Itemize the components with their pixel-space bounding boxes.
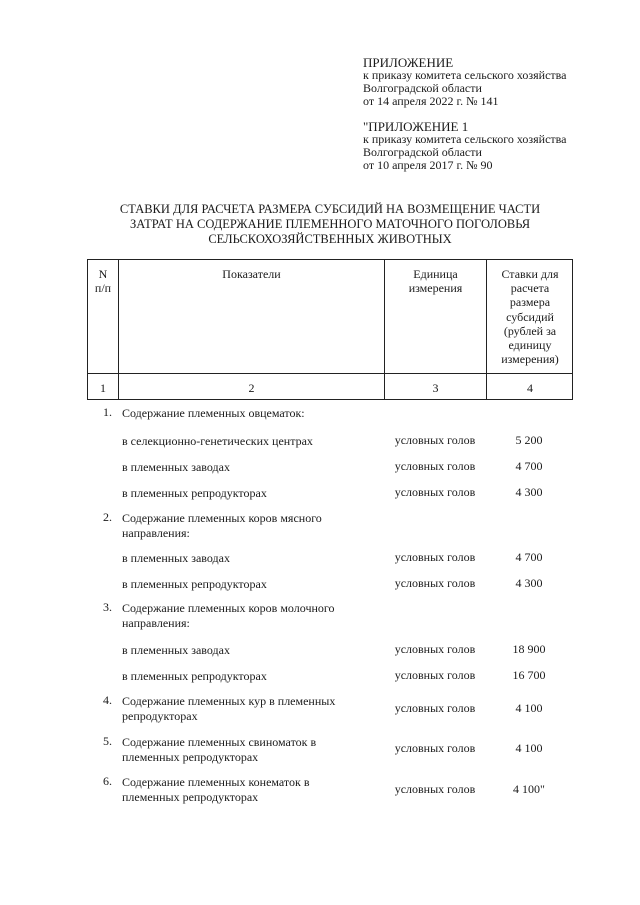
header-col-rate: Ставки для расчета размера субсидий (рублей за единицу измерения)	[501, 267, 559, 367]
row-indicator: Содержание племенных кур в племенных репродукторах	[122, 694, 336, 723]
row-indicator: в племенных репродукторах	[122, 669, 267, 683]
document-title	[80, 202, 580, 247]
row-number: 6.	[103, 774, 112, 788]
row-indicator: в племенных репродукторах	[122, 486, 267, 500]
row-indicator: в племенных репродукторах	[122, 577, 267, 591]
row-unit: условных голов	[394, 576, 476, 590]
row-indicator: в племенных заводах	[122, 643, 230, 657]
approval-title: ПРИЛОЖЕНИЕ	[363, 55, 454, 70]
row-indicator: в племенных заводах	[122, 460, 230, 474]
row-unit: условных голов	[394, 550, 476, 564]
approval-header	[363, 56, 567, 108]
row-value: 4 100	[515, 701, 543, 715]
column-number: 1	[100, 381, 106, 395]
appendix-line: к приказу комитета сельского хозяйства	[363, 132, 567, 146]
row-number: 4.	[103, 693, 112, 707]
row-indicator: Содержание племенных коров молочного направления:	[122, 601, 335, 630]
row-value: 4 100	[515, 741, 543, 755]
row-indicator: в племенных заводах	[122, 551, 230, 565]
table-header	[87, 259, 573, 400]
row-value: 16 700	[512, 668, 546, 682]
row-indicator: Содержание племенных конематок в племенных репродукторах	[122, 775, 310, 804]
title-line: ЗАТРАТ НА СОДЕРЖАНИЕ ПЛЕМЕННОГО МАТОЧНОГО ПОГОЛОВЬЯ	[129, 217, 531, 231]
column-number: 4	[527, 381, 533, 395]
row-value: 4 700	[515, 459, 543, 473]
appendix-line: Волгоградской области	[363, 145, 482, 159]
approval-date: от 14 апреля 2022 г. № 141	[363, 94, 499, 108]
header-col-unit: Единица измерения	[408, 267, 463, 295]
row-value: 4 100"	[513, 782, 545, 796]
row-number: 2.	[103, 510, 112, 524]
row-value: 4 700	[515, 550, 543, 564]
row-unit: условных голов	[394, 433, 476, 447]
header-col-indicators: Показатели	[222, 267, 281, 281]
row-unit: условных голов	[394, 459, 476, 473]
row-indicator: Содержание племенных свиноматок в племенных репродукторах	[122, 735, 317, 764]
row-indicator: Содержание племенных овцематок:	[122, 406, 305, 420]
column-number: 3	[432, 381, 439, 395]
row-unit: условных голов	[394, 741, 476, 755]
row-number: 5.	[103, 734, 112, 748]
column-number: 2	[248, 381, 255, 395]
row-value: 18 900	[512, 642, 546, 656]
row-unit: условных голов	[394, 485, 476, 499]
row-number: 3.	[103, 600, 112, 614]
row-value: 4 300	[515, 576, 543, 590]
approval-line: Волгоградской области	[363, 81, 482, 95]
header-col-num: N п/п	[94, 267, 112, 295]
appendix-date: от 10 апреля 2017 г. № 90	[363, 158, 493, 172]
title-line: СТАВКИ ДЛЯ РАСЧЕТА РАЗМЕРА СУБСИДИЙ НА ВОЗМЕЩЕНИЕ ЧАСТИ	[119, 202, 541, 216]
row-number: 1.	[103, 405, 112, 419]
row-value: 5 200	[515, 433, 543, 447]
appendix-title: "ПРИЛОЖЕНИЕ 1	[363, 119, 469, 134]
title-line: СЕЛЬСКОХОЗЯЙСТВЕННЫХ ЖИВОТНЫХ	[208, 232, 452, 246]
row-divider	[88, 373, 572, 374]
row-value: 4 300	[515, 485, 543, 499]
row-unit: условных голов	[394, 701, 476, 715]
row-indicator: в селекционно-генетических центрах	[122, 434, 313, 448]
row-unit: условных голов	[394, 782, 476, 796]
row-unit: условных голов	[394, 668, 476, 682]
row-indicator: Содержание племенных коров мясного направления:	[122, 511, 322, 540]
approval-line: к приказу комитета сельского хозяйства	[363, 68, 567, 82]
appendix-header	[363, 120, 567, 172]
row-unit: условных голов	[394, 642, 476, 656]
